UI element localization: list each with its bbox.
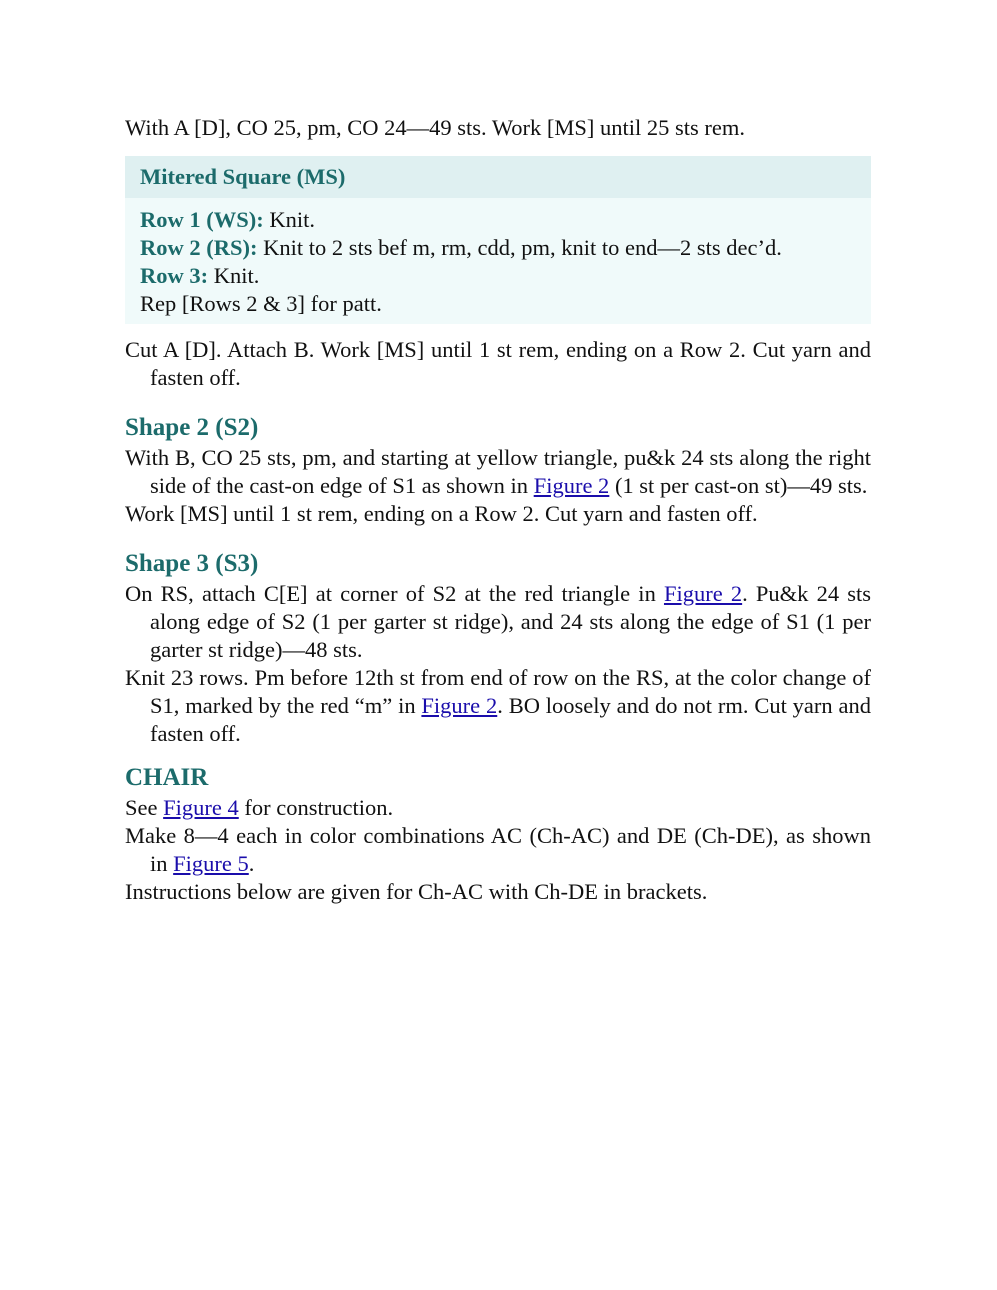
figure-2-link[interactable]: Figure 2 (421, 693, 498, 718)
shape3-heading: Shape 3 (S3) (125, 550, 259, 577)
ms-row-1-text: Knit. (263, 207, 316, 232)
shape2-paragraph-2: Work [MS] until 1 st rem, ending on a Row 2. Cut yarn and fasten off. (125, 501, 758, 526)
chair-paragraph-3: Instructions below are given for Ch-AC with Ch-DE in brackets. (125, 879, 708, 904)
shape3-p2-text-before: Knit 23 rows. Pm before 12th st from end of row on the RS, at the color change of S1, marked by the red “m” in (125, 665, 871, 718)
figure-4-link[interactable]: Figure 4 (163, 795, 239, 820)
figure-2-link[interactable]: Figure 2 (533, 473, 610, 498)
ms-row-2 (140, 234, 856, 262)
ms-row-1-label: Row 1 (WS): (140, 207, 264, 232)
shape3-paragraph-2 (125, 664, 871, 748)
ms-row-2-text: Knit to 2 sts bef m, rm, cdd, pm, knit to end—2 sts dec’d. (257, 235, 782, 260)
after-ms-paragraph: Cut A [D]. Attach B. Work [MS] until 1 st rem, ending on a Row 2. Cut yarn and fasten off. (125, 337, 871, 390)
chair-heading: CHAIR (125, 764, 209, 791)
ms-row-3-label: Row 3: (140, 263, 209, 288)
figure-2-link[interactable]: Figure 2 (663, 581, 743, 606)
shape2-heading: Shape 2 (S2) (125, 414, 259, 441)
document-body (125, 114, 871, 906)
mitered-square-title: Mitered Square (MS) (125, 156, 871, 198)
chair-paragraph-2 (125, 822, 871, 878)
mitered-square-box (125, 156, 871, 324)
shape2-p1-text-before: With B, CO 25 sts, pm, and starting at yellow triangle, pu&k 24 sts along the right side of the cast-on edge of S1 as shown in (125, 445, 871, 498)
mitered-square-body (125, 198, 871, 324)
shape3-p1-text-before: On RS, attach C[E] at corner of S2 at the red triangle in (125, 581, 664, 606)
shape3-p1-text-after: . Pu&k 24 sts along edge of S2 (1 per garter st ridge), and 24 sts along the edge of S1 (1 per garter st ridge)—48 sts. (150, 581, 871, 662)
ms-repeat: Rep [Rows 2 & 3] for patt. (140, 291, 382, 316)
shape2-paragraph-1 (125, 444, 871, 500)
figure-5-link[interactable]: Figure 5 (173, 851, 249, 876)
ms-row-3 (140, 262, 856, 290)
ms-row-3-text: Knit. (208, 263, 260, 288)
chair-p1-text-after: for construction. (238, 795, 394, 820)
chair-paragraph-1 (125, 794, 871, 822)
chair-p2-text-after: . (248, 851, 255, 876)
ms-row-1 (140, 206, 856, 234)
shape3-paragraph-1 (125, 580, 871, 664)
chair-p2-text-before: Make 8—4 each in color combinations AC (Ch-AC) and DE (Ch-DE), as shown in (125, 823, 871, 876)
shape3-p2-text-after: . BO loosely and do not rm. Cut yarn and fasten off. (150, 693, 871, 746)
chair-p1-text-before: See (125, 795, 164, 820)
shape2-p1-text-after: (1 st per cast-on st)—49 sts. (609, 473, 868, 498)
ms-row-2-label: Row 2 (RS): (140, 235, 258, 260)
intro-paragraph: With A [D], CO 25, pm, CO 24—49 sts. Work [MS] until 25 sts rem. (125, 115, 746, 140)
